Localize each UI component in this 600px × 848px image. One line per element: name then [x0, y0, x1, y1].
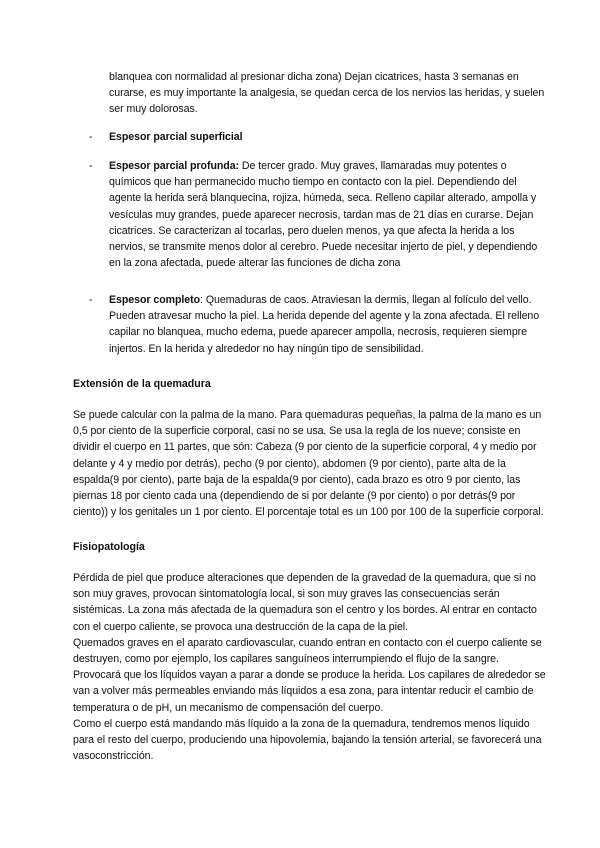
bullet-item-completo [89, 292, 549, 357]
bullet-body: : Quemaduras de caos. Atraviesan la dermis, llegan al folículo del vello. Pueden atravesar mucho la piel. La herida depende del agente y la zona afectada. El relleno capilar no blanquea, mucho edema, puede aparecer ampolla, necrosis, requieren siempre injertos. En la herida y alrededor no hay ningún tipo de sensibilidad. [109, 294, 540, 355]
bullet-item-profunda [89, 158, 549, 271]
paragraph: Se puede calcular con la palma de la mano. Para quemaduras pequeñas, la palma de la mano es un 0,5 por ciento de la superficie corporal, casi no se usa. Se usa la regla de los nueve; consiste en dividir el cuerpo en 11 partes, que són: Cabeza (9 por ciento de la superficie corporal, 4 y medio por delante y 4 y medio por detrás), pecho (9 por ciento), abdomen (9 por ciento), parte alta de la espalda(9 por ciento), parte baja de la espalda(9 por ciento), cada brazo es otro 9 por ciento, las piernas 18 por ciento cada una (dependiendo de si por delante (9 por ciento) o por detrás(9 por ciento)) y los genitales un 1 por ciento. El porcentaje total es un 100 por 100 de la superficie corporal. [73, 409, 544, 519]
bullet-dash: - [89, 294, 93, 306]
bullet-text [109, 158, 549, 271]
fisiopatologia-body [73, 570, 549, 764]
bullet-item-superficial [89, 129, 549, 145]
paragraph: Como el cuerpo está mandando más líquido a la zona de la quemadura, tendremos menos líquido para el resto del cuerpo, produciendo una hipovolemia, bajando la tensión arterial, se favorecerá una vasoconstricción. [73, 717, 542, 763]
paragraph: Quemados graves en el aparato cardiovascular, cuando entran en contacto con el cuerpo caliente se destruyen, como por ejemplo, los capilares sanguíneos interrumpiendo el flujo de la sangre. Provocará que los líquidos vayan a parar a donde se produce la herida. Los capilares de alrededor se van a volver más permeables enviando más líquidos a esa zona, para intentar reducir el cambio de temperatura o de pH, un mecanismo de compensación del cuerpo. [73, 636, 546, 714]
bullet-dash: - [89, 160, 93, 172]
section-heading-fisiopatologia: Fisiopatología [73, 541, 145, 553]
paragraph: Pérdida de piel que produce alteraciones que dependen de la gravedad de la quemadura, que si no son muy graves, provocan sintomatología local, si son muy graves las consecuencias serán sistémicas. La zona más afectada de la quemadura son el centro y los bordes. Al entrar en contacto con el cuerpo caliente, se provoca una destrucción de la capa de la piel. [73, 572, 537, 633]
bullet-title: Espesor parcial profunda: [109, 160, 240, 172]
extension-paragraph [73, 407, 549, 520]
section-heading-extension: Extensión de la quemadura [73, 378, 211, 390]
bullet-text [109, 129, 549, 145]
bullet-title: Espesor completo [109, 294, 201, 306]
bullet-title: Espesor parcial superficial [109, 131, 243, 143]
bullet-text [109, 292, 549, 357]
bullet-dash: - [89, 131, 93, 143]
bullet-body: De tercer grado. Muy graves, llamaradas muy potentes o químicos que han permanecido mucho tiempo en contacto con la piel. Dependiendo del agente la herida será blanquecina, rojiza, húmeda, seca. Relleno capilar alterado, ampolla y vesículas muy grandes, puede aparecer necrosis, tardan mas de 21 días en curarse. Dejan cicatrices. Se caracterizan al tocarlas, pero duelen menos, ya que afecta la herida a los nervios, se transmite menos dolor al cerebro. Puede necesitar injerto de piel, y dependiendo en la zona afectada, puede alterar las funciones de dicha zona [109, 160, 538, 270]
continuation-paragraph: blanquea con normalidad al presionar dicha zona) Dejan cicatrices, hasta 3 semanas en curarse, es muy importante la analgesia, se quedan cerca de los nervios las heridas, y suelen ser muy dolorosas. [109, 71, 545, 116]
